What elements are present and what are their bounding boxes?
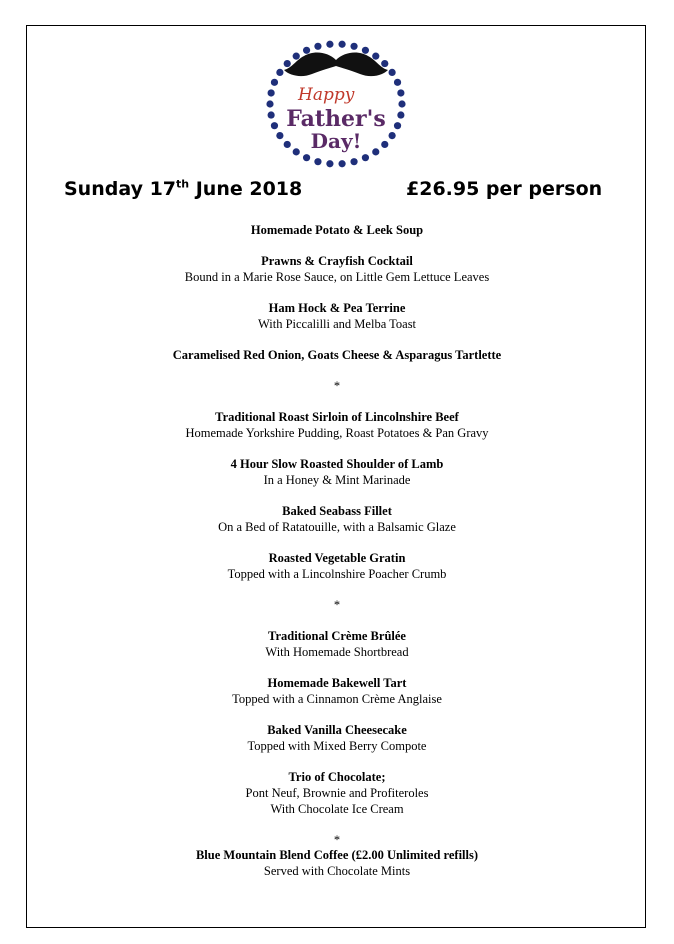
- ring-dot: [326, 41, 333, 48]
- dish-desc: With Homemade Shortbread: [265, 645, 409, 659]
- badge-happy: Happy: [298, 85, 355, 105]
- ring-dot: [314, 158, 321, 165]
- ring-dot: [389, 132, 396, 139]
- dish-name: Homemade Bakewell Tart: [267, 676, 407, 690]
- ring-dot: [398, 100, 405, 107]
- dish-name: Caramelised Red Onion, Goats Cheese & Asparagus Tartlette: [172, 348, 502, 362]
- ring-dot: [389, 69, 396, 76]
- ring-dot: [284, 60, 291, 67]
- dish-creme-brulee: [0, 628, 674, 660]
- ring-dot: [293, 148, 300, 155]
- dish-desc: Served with Chocolate Mints: [263, 864, 411, 878]
- dish-desc: With Chocolate Ice Cream: [270, 802, 404, 816]
- ring-dot: [314, 43, 321, 50]
- dish-desc: Bound in a Marie Rose Sauce, on Little Gem Lettuce Leaves: [184, 270, 490, 284]
- dish-vanilla-cheesecake: [0, 722, 674, 754]
- dish-prawns-crayfish: [0, 253, 674, 285]
- dish-name: Baked Vanilla Cheesecake: [267, 723, 407, 737]
- dish-potato-leek-soup: [0, 222, 674, 238]
- dish-coffee: [0, 847, 674, 879]
- ring-dot: [326, 160, 333, 167]
- ring-dot: [397, 111, 404, 118]
- course-separator: *: [333, 598, 341, 612]
- badge-day: Day!: [310, 129, 362, 153]
- dish-desc: On a Bed of Ratatouille, with a Balsamic Glaze: [218, 520, 456, 534]
- ring-dot: [266, 100, 273, 107]
- dish-name: Traditional Roast Sirloin of Lincolnshire Beef: [215, 410, 459, 424]
- dish-desc: Pont Neuf, Brownie and Profiteroles: [245, 786, 429, 800]
- price-per-person: £26.95 per person: [406, 178, 603, 200]
- course-separator: *: [333, 833, 341, 847]
- ring-dot: [293, 53, 300, 60]
- dish-name: Blue Mountain Blend Coffee (£2.00 Unlimited refills): [195, 848, 479, 862]
- dish-name: Baked Seabass Fillet: [282, 504, 392, 518]
- event-date: Sunday 17th June 2018: [64, 177, 303, 200]
- ring-dot: [268, 89, 275, 96]
- dish-name: Prawns & Crayfish Cocktail: [261, 254, 413, 268]
- ring-dot: [381, 141, 388, 148]
- ring-dot: [276, 132, 283, 139]
- ring-dot: [362, 47, 369, 54]
- dish-name: Traditional Crème Brûlée: [268, 629, 406, 643]
- dish-vegetable-gratin: [0, 550, 674, 582]
- ring-dot: [338, 41, 345, 48]
- ring-dot: [284, 141, 291, 148]
- fathers-day-badge: [262, 38, 410, 168]
- ring-dot: [271, 122, 278, 129]
- ring-dot: [276, 69, 283, 76]
- ring-dot: [362, 154, 369, 161]
- ring-dot: [338, 160, 345, 167]
- dish-tartlette: [0, 347, 674, 363]
- dish-trio-of-chocolate: [0, 769, 674, 817]
- dish-name: Ham Hock & Pea Terrine: [268, 301, 406, 315]
- dish-name: Trio of Chocolate;: [288, 770, 386, 784]
- dish-desc: Topped with a Lincolnshire Poacher Crumb: [227, 567, 447, 581]
- ring-dot: [394, 79, 401, 86]
- dish-desc: With Piccalilli and Melba Toast: [257, 317, 417, 331]
- dish-seabass: [0, 503, 674, 535]
- course-separator: *: [333, 379, 341, 393]
- menu-header: [0, 178, 674, 208]
- dish-lamb: [0, 456, 674, 488]
- ring-dot: [303, 47, 310, 54]
- ring-dot: [397, 89, 404, 96]
- ring-dot: [350, 43, 357, 50]
- badge-fathers: Father's: [286, 106, 386, 132]
- ring-dot: [350, 158, 357, 165]
- dish-ham-hock: [0, 300, 674, 332]
- dish-sirloin: [0, 409, 674, 441]
- dish-name: Roasted Vegetable Gratin: [268, 551, 406, 565]
- dish-desc: Topped with Mixed Berry Compote: [247, 739, 427, 753]
- ring-dot: [394, 122, 401, 129]
- ring-dot: [381, 60, 388, 67]
- ring-dot: [372, 148, 379, 155]
- dish-desc: Homemade Yorkshire Pudding, Roast Potatoes & Pan Gravy: [185, 426, 489, 440]
- ring-dot: [303, 154, 310, 161]
- dish-desc: In a Honey & Mint Marinade: [263, 473, 411, 487]
- dish-name: 4 Hour Slow Roasted Shoulder of Lamb: [230, 457, 444, 471]
- ring-dot: [268, 111, 275, 118]
- ring-dot: [372, 53, 379, 60]
- menu-list: [0, 222, 674, 894]
- ring-dot: [271, 79, 278, 86]
- dish-name: Homemade Potato & Leek Soup: [250, 223, 424, 237]
- dish-bakewell-tart: [0, 675, 674, 707]
- dish-desc: Topped with a Cinnamon Crème Anglaise: [232, 692, 442, 706]
